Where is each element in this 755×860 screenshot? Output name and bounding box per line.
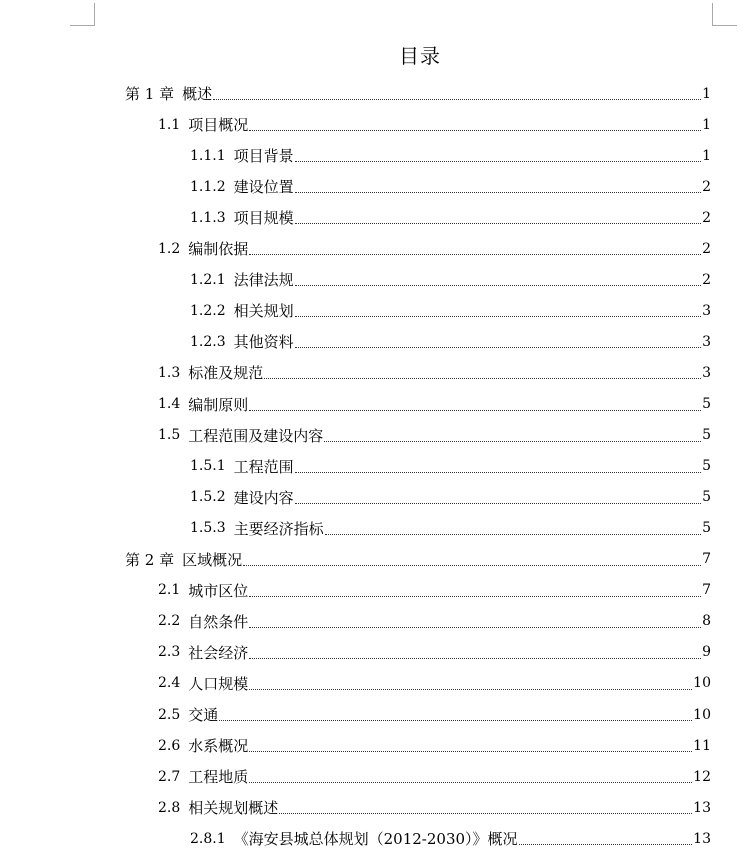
toc-entry[interactable]	[190, 326, 711, 357]
page-corner-mark-top-left	[70, 3, 95, 26]
toc-entry[interactable]	[158, 606, 711, 637]
toc-entry[interactable]	[158, 389, 711, 420]
toc-entry-number: 1.1.3	[190, 209, 226, 226]
toc-entry-title: 编制依据	[188, 240, 249, 259]
toc-dot-leader	[249, 627, 701, 628]
toc-entry-page: 12	[693, 768, 711, 785]
toc-entry-number: 1.5.3	[190, 520, 226, 537]
toc-dot-leader	[295, 503, 701, 504]
toc-entry-number: 1.1.1	[190, 147, 226, 164]
toc-entry-page: 10	[693, 706, 711, 723]
toc-dot-leader	[519, 844, 693, 845]
toc-entry[interactable]	[190, 482, 711, 513]
toc-entry-page: 8	[702, 613, 711, 630]
toc-entry-page: 9	[702, 644, 711, 661]
toc-entry-number: 1.2.2	[190, 302, 226, 319]
toc-entry[interactable]	[125, 78, 711, 109]
toc-entry-number: 1.5	[158, 427, 181, 444]
toc-entry-page: 2	[702, 178, 711, 195]
toc-entry-page: 13	[693, 830, 711, 847]
toc-entry-page: 11	[693, 737, 711, 754]
toc-entry[interactable]	[190, 295, 711, 326]
toc-entry-title: 人口规模	[188, 674, 249, 693]
toc-entry[interactable]	[158, 668, 711, 699]
toc-dot-leader	[249, 130, 701, 131]
toc-entry-number: 1.3	[158, 364, 181, 381]
toc-dot-leader	[264, 378, 701, 379]
toc-entry-title: 其他资料	[233, 333, 294, 352]
toc-entry-number: 1.5.1	[190, 458, 226, 475]
toc-entry-page: 7	[702, 551, 711, 568]
toc-entry-number: 1.1	[158, 116, 181, 133]
toc-entry[interactable]	[190, 513, 711, 544]
toc-entry-number: 2.1	[158, 582, 181, 599]
toc-entry-page: 1	[702, 85, 711, 102]
toc-entry-number: 1.4	[158, 396, 181, 412]
toc-dot-leader	[295, 192, 701, 193]
page-corner-mark-top-right	[712, 3, 737, 26]
toc-entry[interactable]	[190, 823, 711, 854]
toc-entry-page: 2	[702, 240, 711, 257]
toc-entry[interactable]	[158, 699, 711, 730]
toc-entry-page: 3	[702, 302, 711, 319]
toc-entry-page: 7	[702, 582, 711, 599]
toc-dot-leader	[295, 316, 701, 317]
toc-dot-leader	[295, 347, 701, 348]
toc-dot-leader	[249, 410, 701, 411]
toc-entry-page: 5	[702, 520, 711, 537]
toc-entry-title: 区域概况	[182, 550, 243, 569]
toc-entry-number: 1.1.2	[190, 178, 226, 195]
toc-entry-title: 工程范围	[233, 457, 294, 476]
toc-dot-leader	[249, 689, 692, 690]
toc-entry-title: 自然条件	[188, 612, 249, 631]
toc-entry-number: 1.2.3	[190, 333, 226, 350]
toc-entry-number: 1.2	[158, 240, 181, 257]
toc-entry[interactable]	[158, 233, 711, 264]
toc-entry-page: 3	[702, 364, 711, 381]
toc-dot-leader	[295, 161, 701, 162]
toc-entry-page: 1	[702, 116, 711, 133]
toc-dot-leader	[249, 658, 701, 659]
toc-entry-page: 13	[693, 799, 711, 816]
toc-entry-page: 5	[702, 458, 711, 475]
toc-entry-number: 2.8.1	[190, 830, 226, 847]
toc-entry[interactable]	[190, 140, 711, 171]
toc-entry-title: 工程范围及建设内容	[188, 426, 324, 445]
toc-entry-number: 第 2 章	[125, 550, 175, 569]
toc-entry-number: 2.7	[158, 768, 181, 785]
toc-dot-leader	[279, 813, 692, 814]
toc-entry[interactable]	[158, 730, 711, 761]
toc-entry-number: 2.5	[158, 706, 181, 723]
toc-entry-page: 2	[702, 209, 711, 226]
toc-entry-title: 《海安县城总体规划（2012-2030）》概况	[233, 830, 518, 849]
toc-entry-page: 3	[702, 333, 711, 350]
toc-entry[interactable]	[158, 792, 711, 823]
toc-entry-title: 水系概况	[188, 737, 249, 756]
toc-entry-title: 标准及规范	[188, 364, 264, 383]
toc-entry[interactable]	[158, 357, 711, 388]
toc-entry-title: 项目概况	[188, 116, 249, 135]
toc-entry[interactable]	[158, 637, 711, 668]
toc-title: 目录	[399, 44, 441, 68]
toc-entry[interactable]	[190, 171, 711, 202]
toc-dot-leader	[324, 441, 701, 442]
toc-entry-title: 相关规划	[233, 302, 294, 321]
toc-dot-leader	[219, 720, 692, 721]
toc-entry-page: 1	[702, 147, 711, 164]
toc-entry[interactable]	[125, 544, 711, 575]
toc-entry-number: 2.6	[158, 737, 181, 754]
toc-entry-number: 1.5.2	[190, 489, 226, 506]
toc-entry-page: 5	[702, 396, 711, 412]
toc-entry-number: 1.2.1	[190, 271, 226, 288]
toc-entry-number: 第 1 章	[125, 85, 175, 103]
toc-entry-title: 建设位置	[233, 178, 294, 197]
toc-entry-title: 工程地质	[188, 768, 249, 787]
toc-entry-number: 2.8	[158, 799, 181, 816]
toc-dot-leader	[243, 565, 701, 566]
toc-dot-leader	[295, 223, 701, 224]
toc-entry-title: 法律法规	[233, 271, 294, 290]
toc-entry-number: 2.4	[158, 675, 181, 692]
toc-entry-title: 项目背景	[233, 147, 294, 166]
toc-dot-leader	[325, 534, 701, 535]
toc-entry[interactable]	[158, 109, 711, 140]
toc-entry[interactable]	[190, 451, 711, 482]
toc-entry[interactable]	[190, 202, 711, 233]
toc-entry[interactable]	[190, 264, 711, 295]
toc-entry-page: 5	[702, 489, 711, 506]
toc-entry[interactable]	[158, 575, 711, 606]
toc-entry[interactable]	[158, 420, 711, 451]
toc-entry-title: 主要经济指标	[233, 519, 324, 538]
toc-entry[interactable]	[158, 761, 711, 792]
toc-entry-title: 相关规划概述	[188, 799, 279, 818]
toc-entry-title: 交通	[188, 706, 219, 724]
toc-entry-title: 建设内容	[233, 488, 294, 507]
toc-entry-page: 10	[693, 675, 711, 692]
toc-dot-leader	[249, 751, 692, 752]
toc-dot-leader	[249, 596, 701, 597]
toc-entry-title: 项目规模	[233, 209, 294, 228]
toc-dot-leader	[213, 99, 701, 100]
toc-dot-leader	[249, 782, 692, 783]
toc-dot-leader	[295, 285, 701, 286]
toc-entry-title: 城市区位	[188, 581, 249, 600]
toc-entry-page: 5	[702, 427, 711, 444]
toc-entry-title: 概述	[182, 85, 213, 103]
toc-dot-leader	[295, 472, 701, 473]
toc-entry-page: 2	[702, 271, 711, 288]
toc-entry-title: 社会经济	[188, 643, 249, 662]
toc-entry-number: 2.2	[158, 613, 181, 630]
toc-entry-number: 2.3	[158, 644, 181, 661]
toc-dot-leader	[249, 254, 701, 255]
toc-entry-title: 编制原则	[188, 395, 249, 414]
